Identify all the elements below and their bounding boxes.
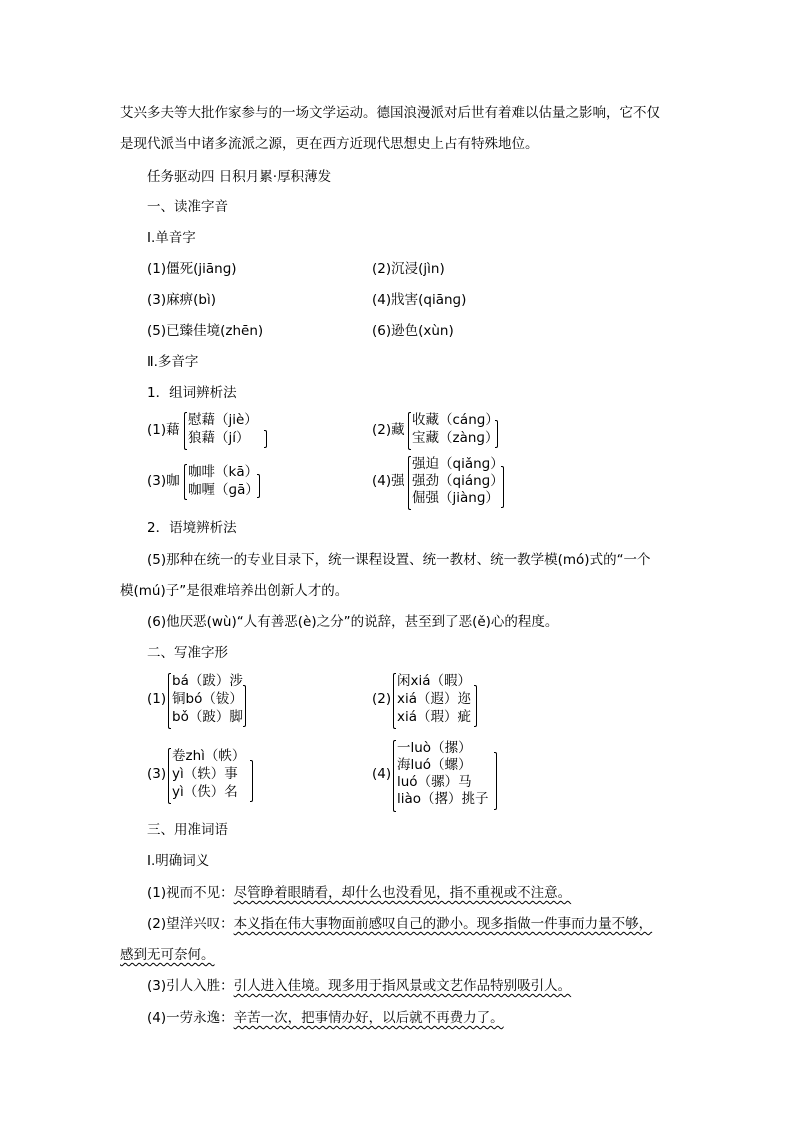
multi-group-4-line-2: 强劲（qiánɡ） [412, 473, 504, 489]
intro-line-1: 艾兴多夫等大批作家参与的一场文学运动。德国浪漫派对后世有着难以估量之影响，它不仅 [120, 105, 660, 121]
form-group-4-line-3: luó（骡）马 [397, 774, 472, 790]
left-brace [408, 456, 411, 510]
form-group-4-label: (4) [372, 766, 392, 782]
left-brace [168, 673, 171, 729]
left-brace [168, 748, 171, 804]
context-item-5-line-1: (5)那种在统一的专业目录下，统一课程设置、统一教材、统一教学模(mó)式的“一个 [147, 552, 651, 568]
intro-line-2: 是现代派当中诸多流派之源，更在西方近现代思想史上占有特殊地位。 [120, 136, 539, 152]
word-item-4-head: (4)一劳永逸： [147, 1010, 234, 1026]
word-item-4 [147, 1009, 504, 1027]
section-2-title: 二、写准字形 [147, 645, 228, 661]
left-brace [393, 740, 396, 812]
method-2-title: 2．语境辨析法 [147, 520, 237, 536]
left-brace [408, 412, 411, 450]
single-sound-title: Ⅰ.单音字 [147, 230, 196, 246]
form-group-3-line-1: 卷zhì（帙） [172, 748, 246, 764]
word-item-2-head: (2)望洋兴叹： [147, 916, 234, 932]
section-1-title: 一、读准字音 [147, 199, 228, 215]
word-item-3 [147, 977, 571, 995]
multi-group-3-line-2: 咖喱（ɡā） [188, 482, 259, 498]
multi-group-3-label: (3)咖 [147, 473, 180, 489]
task-title: 任务驱动四 日积月累·厚积薄发 [147, 169, 332, 185]
form-group-1-label: (1) [147, 691, 167, 707]
context-item-5-line-2: 模(mú)子”是很难培养出创新人才的。 [120, 583, 349, 599]
single-item-1: (1)僵死(jiānɡ) [147, 261, 237, 277]
left-brace [184, 412, 187, 450]
form-group-3-line-3: yì（佚）名 [172, 784, 238, 800]
right-brace [243, 685, 246, 727]
form-group-4-line-1: 一luò（摞） [397, 740, 472, 756]
right-brace [495, 420, 498, 448]
single-item-4: (4)戕害(qiānɡ) [372, 292, 467, 308]
context-item-6: (6)他厌恶(wù)“人有善恶(è)之分”的说辞，甚至到了恶(ě)心的程度。 [147, 614, 559, 630]
form-group-2-line-1: 闲xiá（暇） [397, 673, 472, 689]
word-item-3-head: (3)引人入胜： [147, 978, 234, 994]
word-item-2 [147, 915, 652, 933]
form-group-4-line-4: liào（撂）挑子 [397, 791, 489, 807]
form-group-4-line-2: 海luó（螺） [397, 757, 472, 773]
right-brace [250, 760, 253, 802]
single-item-3: (3)麻痹(bì) [147, 292, 216, 308]
multi-group-3-line-1: 咖啡（kā） [188, 464, 259, 480]
right-brace [474, 685, 477, 727]
form-group-1-line-1: bá（跋）涉 [172, 673, 243, 689]
form-group-1-line-2: 铜bó（钹） [172, 691, 243, 707]
left-brace [393, 673, 396, 729]
word-item-3-body: 引人进入佳境。现多用于指风景或文艺作品特别吸引人。 [233, 978, 572, 994]
section-3-title: 三、用准词语 [147, 822, 228, 838]
multi-group-2-label: (2)藏 [372, 422, 405, 438]
multi-sound-title: Ⅱ.多音字 [147, 354, 199, 370]
left-brace [184, 464, 187, 500]
word-item-4-body: 辛苦一次，把事情办好，以后就不再费力了。 [233, 1010, 504, 1026]
form-group-2-line-2: xiá（遐）迩 [397, 691, 472, 707]
word-item-1-head: (1)视而不见： [147, 885, 234, 901]
word-meaning-title: Ⅰ.明确词义 [147, 853, 210, 869]
word-item-1 [147, 884, 571, 902]
word-item-2-cont [120, 946, 215, 964]
single-item-2: (2)沉浸(jìn) [372, 261, 445, 277]
right-brace [264, 430, 267, 448]
multi-group-4-line-1: 强迫（qiǎnɡ） [412, 456, 504, 472]
word-item-2-continuation: 感到无可奈何。 [120, 947, 215, 963]
multi-group-1-line-1: 慰藉（jiè） [188, 412, 258, 428]
single-item-6: (6)逊色(xùn) [372, 323, 454, 339]
single-item-5: (5)已臻佳境(zhēn) [147, 323, 264, 339]
form-group-3-label: (3) [147, 766, 167, 782]
form-group-2-line-3: xiá（瑕）疵 [397, 709, 472, 725]
multi-group-4-label: (4)强 [372, 473, 405, 489]
method-1-title: 1．组词辨析法 [147, 385, 237, 401]
multi-group-4-line-3: 倔强（jiànɡ） [412, 490, 499, 506]
form-group-1-line-3: bǒ（跛）脚 [172, 709, 243, 725]
right-brace [501, 466, 504, 508]
multi-group-1-label: (1)藉 [147, 422, 180, 438]
form-group-2-label: (2) [372, 691, 392, 707]
multi-group-1-line-2: 狼藉（jí） [188, 430, 250, 446]
right-brace [257, 474, 260, 498]
word-item-2-body: 本义指在伟大事物面前感叹自己的渺小。现多指做一件事而力量不够， [233, 916, 653, 932]
multi-group-2-line-2: 宝藏（zànɡ） [412, 430, 499, 446]
multi-group-2-line-1: 收藏（cánɡ） [412, 412, 499, 428]
form-group-3-line-2: yì（轶）事 [172, 766, 238, 782]
right-brace [494, 752, 497, 810]
word-item-1-body: 尽管睁着眼睛看，却什么也没看见，指不重视或不注意。 [233, 885, 572, 901]
